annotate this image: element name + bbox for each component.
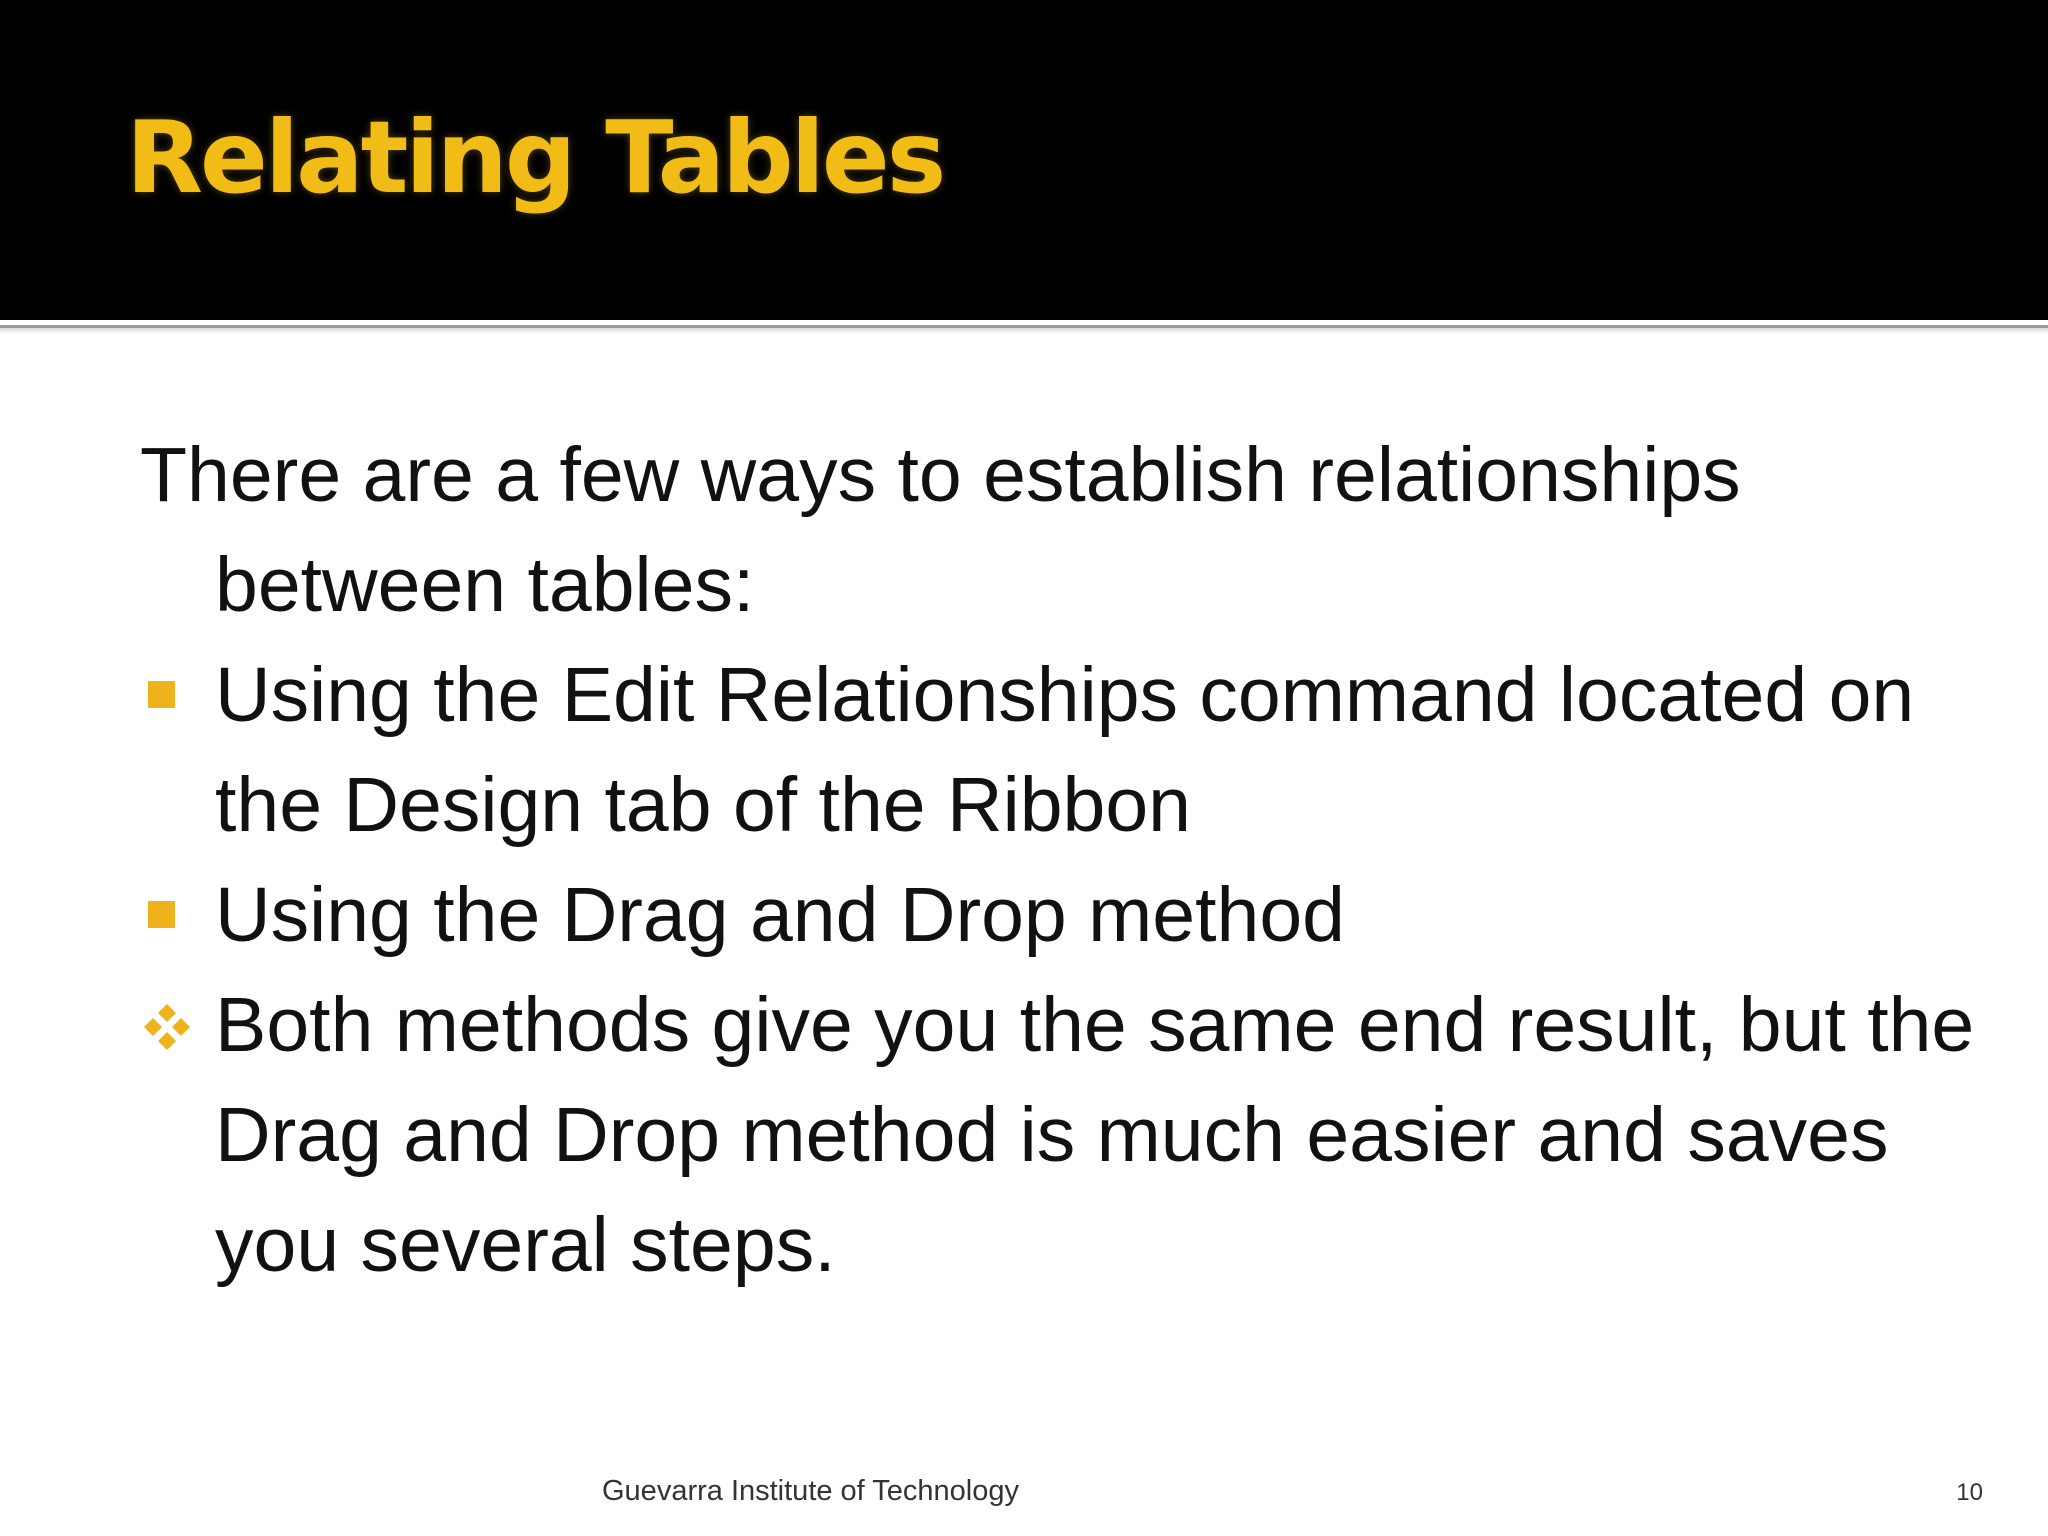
slide-title: Relating Tables [126,99,944,216]
intro-paragraph: There are a few ways to establish relationships between tables: [140,432,1741,628]
page-number: 10 [1956,1479,1983,1506]
square-bullet-icon [148,901,175,928]
slide-body [140,420,1980,1300]
square-bullet-icon [148,681,175,708]
bullet-item [140,640,1980,860]
note-text: Both methods give you the same end result, but the Drag and Drop method is much easier and saves you several steps. [215,982,1975,1288]
bullet-text: Using the Drag and Drop method [215,872,1345,958]
title-divider [0,320,2048,334]
title-bar [0,0,2048,320]
bullet-item [140,860,1980,970]
note-item [140,970,1980,1300]
footer-text: Guevarra Institute of Technology [602,1475,1019,1507]
four-diamond-bullet-icon [140,1000,194,1054]
bullet-text: Using the Edit Relationships command located on the Design tab of the Ribbon [215,652,1915,848]
